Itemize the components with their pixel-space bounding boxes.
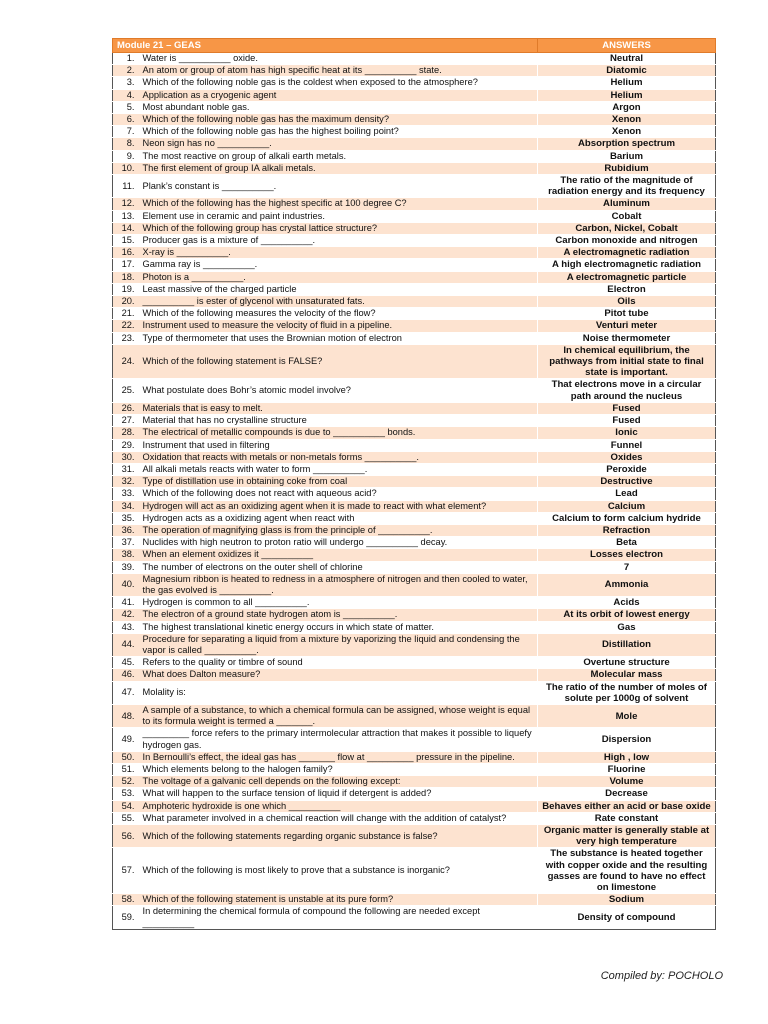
question-number: 36. <box>113 524 140 536</box>
question-text: In Bernoulli’s effect, the ideal gas has _______ flow at _________ pressure in the pipeline. <box>140 751 538 763</box>
table-row <box>113 308 716 320</box>
table-row <box>113 800 716 812</box>
answer-text: Rubidium <box>538 162 716 174</box>
table-row <box>113 138 716 150</box>
answer-text: Peroxide <box>538 463 716 475</box>
answer-text: Density of compound <box>538 906 716 929</box>
table-row <box>113 751 716 763</box>
compiled-by-credit: Compiled by: POCHOLO <box>600 970 723 982</box>
table-row <box>113 259 716 271</box>
answer-text: Destructive <box>538 476 716 488</box>
table-row <box>113 150 716 162</box>
answer-text: Calcium <box>538 500 716 512</box>
answer-text: Mole <box>538 704 716 727</box>
question-text: The first element of group IA alkali metals. <box>140 162 538 174</box>
question-number: 52. <box>113 776 140 788</box>
table-row <box>113 669 716 681</box>
table-row <box>113 597 716 609</box>
answer-text: In chemical equilibrium, the pathways from initial state to final state is important. <box>538 344 716 379</box>
answer-text: Overtune structure <box>538 657 716 669</box>
answer-text: Xenon <box>538 114 716 126</box>
table-row <box>113 609 716 621</box>
answer-text: Acids <box>538 597 716 609</box>
question-text: Application as a cryogenic agent <box>140 89 538 101</box>
table-row <box>113 906 716 929</box>
question-number: 31. <box>113 463 140 475</box>
question-text: The electron of a ground state hydrogen atom is __________. <box>140 609 538 621</box>
question-text: Magnesium ribbon is heated to redness in a atmosphere of nitrogen and then cooled to water, the gas evolved is __________. <box>140 573 538 596</box>
question-text: An atom or group of atom has high specific heat at its __________ state. <box>140 65 538 77</box>
table-row <box>113 561 716 573</box>
answer-text: That electrons move in a circular path around the nucleus <box>538 379 716 402</box>
table-row <box>113 657 716 669</box>
question-text: The voltage of a galvanic cell depends on the following except: <box>140 776 538 788</box>
question-number: 54. <box>113 800 140 812</box>
question-number: 20. <box>113 296 140 308</box>
question-text: Instrument used to measure the velocity of fluid in a pipeline. <box>140 320 538 332</box>
question-number: 55. <box>113 812 140 824</box>
question-text: Molality is: <box>140 681 538 704</box>
table-row <box>113 500 716 512</box>
question-text: Which of the following measures the velocity of the flow? <box>140 308 538 320</box>
table-row <box>113 825 716 848</box>
table-body <box>113 53 716 930</box>
table-row <box>113 271 716 283</box>
question-text: Which of the following has the highest specific at 100 degree C? <box>140 198 538 210</box>
question-number: 10. <box>113 162 140 174</box>
question-number: 47. <box>113 681 140 704</box>
table-row <box>113 812 716 824</box>
question-text: The most reactive on group of alkali earth metals. <box>140 150 538 162</box>
table-row <box>113 175 716 198</box>
question-number: 32. <box>113 476 140 488</box>
question-text: Which of the following noble gas has the highest boiling point? <box>140 126 538 138</box>
table-row <box>113 512 716 524</box>
table-row <box>113 126 716 138</box>
table-row <box>113 573 716 596</box>
question-text: Refers to the quality or timbre of sound <box>140 657 538 669</box>
answer-text: Decrease <box>538 788 716 800</box>
question-number: 9. <box>113 150 140 162</box>
question-text: Which of the following does not react with aqueous acid? <box>140 488 538 500</box>
answer-text: Absorption spectrum <box>538 138 716 150</box>
question-text: Which of the following statement is unstable at its pure form? <box>140 894 538 906</box>
question-number: 23. <box>113 332 140 344</box>
question-text: Material that has no crystalline structure <box>140 415 538 427</box>
table-row <box>113 633 716 656</box>
table-row <box>113 894 716 906</box>
question-text: Element use in ceramic and paint industries. <box>140 210 538 222</box>
question-text: Which of the following statement is FALSE? <box>140 344 538 379</box>
table-row <box>113 283 716 295</box>
question-text: Which of the following group has crystal lattice structure? <box>140 222 538 234</box>
table-row <box>113 427 716 439</box>
question-text: Neon sign has no __________. <box>140 138 538 150</box>
answer-text: Behaves either an acid or base oxide <box>538 800 716 812</box>
question-number: 29. <box>113 439 140 451</box>
question-text: Hydrogen will act as an oxidizing agent when it is made to react with what element? <box>140 500 538 512</box>
question-text: What will happen to the surface tension of liquid if detergent is added? <box>140 788 538 800</box>
answer-text: Dispersion <box>538 728 716 751</box>
answer-text: Ammonia <box>538 573 716 596</box>
question-text: A sample of a substance, to which a chemical formula can be assigned, whose weight is equal to its formula weight is termed a _______. <box>140 704 538 727</box>
answer-text: Molecular mass <box>538 669 716 681</box>
question-number: 33. <box>113 488 140 500</box>
question-number: 48. <box>113 704 140 727</box>
question-text: Which of the following is most likely to prove that a substance is inorganic? <box>140 848 538 894</box>
question-text: Producer gas is a mixture of __________. <box>140 235 538 247</box>
answer-text: Losses electron <box>538 549 716 561</box>
table-row <box>113 114 716 126</box>
question-text: Which elements belong to the halogen family? <box>140 763 538 775</box>
question-text: Which of the following statements regarding organic substance is false? <box>140 825 538 848</box>
question-number: 13. <box>113 210 140 222</box>
answer-text: Fused <box>538 402 716 414</box>
question-number: 42. <box>113 609 140 621</box>
question-text: Type of distillation use in obtaining coke from coal <box>140 476 538 488</box>
answer-text: Beta <box>538 537 716 549</box>
questions-table <box>112 38 716 930</box>
answer-text: Pitot tube <box>538 308 716 320</box>
table-row <box>113 162 716 174</box>
question-text: Type of thermometer that uses the Brownian motion of electron <box>140 332 538 344</box>
question-number: 34. <box>113 500 140 512</box>
question-number: 39. <box>113 561 140 573</box>
question-number: 27. <box>113 415 140 427</box>
question-number: 26. <box>113 402 140 414</box>
question-text: Hydrogen acts as a oxidizing agent when react with <box>140 512 538 524</box>
question-number: 12. <box>113 198 140 210</box>
answer-text: Fluorine <box>538 763 716 775</box>
table-row <box>113 198 716 210</box>
question-text: Photon is a __________. <box>140 271 538 283</box>
question-number: 45. <box>113 657 140 669</box>
table-row <box>113 728 716 751</box>
table-row <box>113 247 716 259</box>
table-row <box>113 101 716 113</box>
answer-text: Calcium to form calcium hydride <box>538 512 716 524</box>
question-number: 1. <box>113 53 140 65</box>
question-number: 15. <box>113 235 140 247</box>
question-number: 6. <box>113 114 140 126</box>
answer-text: Cobalt <box>538 210 716 222</box>
table-row <box>113 53 716 65</box>
answer-text: Diatomic <box>538 65 716 77</box>
answer-text: Gas <box>538 621 716 633</box>
table-row <box>113 776 716 788</box>
question-text: Most abundant noble gas. <box>140 101 538 113</box>
answer-text: Oils <box>538 296 716 308</box>
question-number: 2. <box>113 65 140 77</box>
answer-text: Carbon monoxide and nitrogen <box>538 235 716 247</box>
question-text: The operation of magnifying glass is from the principle of __________. <box>140 524 538 536</box>
question-number: 37. <box>113 537 140 549</box>
question-number: 4. <box>113 89 140 101</box>
question-text: X-ray is __________. <box>140 247 538 259</box>
question-number: 41. <box>113 597 140 609</box>
table-row <box>113 549 716 561</box>
question-number: 30. <box>113 451 140 463</box>
answer-text: 7 <box>538 561 716 573</box>
answer-text: Organic matter is generally stable at very high temperature <box>538 825 716 848</box>
question-text: What postulate does Bohr’s atomic model involve? <box>140 379 538 402</box>
question-text: Which of the following noble gas is the coldest when exposed to the atmosphere? <box>140 77 538 89</box>
answers-header: ANSWERS <box>538 39 716 53</box>
question-text: __________ is ester of glycenol with unsaturated fats. <box>140 296 538 308</box>
table-row <box>113 344 716 379</box>
table-row <box>113 451 716 463</box>
question-text: Which of the following noble gas has the maximum density? <box>140 114 538 126</box>
question-text: Oxidation that reacts with metals or non-metals forms __________. <box>140 451 538 463</box>
answer-text: Distillation <box>538 633 716 656</box>
table-row <box>113 704 716 727</box>
table-row <box>113 89 716 101</box>
answer-text: The ratio of the magnitude of radiation energy and its frequency <box>538 175 716 198</box>
question-text: The highest translational kinetic energy occurs in which state of matter. <box>140 621 538 633</box>
answer-text: Carbon, Nickel, Cobalt <box>538 222 716 234</box>
answer-text: Oxides <box>538 451 716 463</box>
question-number: 51. <box>113 763 140 775</box>
question-text: Least massive of the charged particle <box>140 283 538 295</box>
table-row <box>113 320 716 332</box>
table-row <box>113 488 716 500</box>
table-row <box>113 621 716 633</box>
question-number: 49. <box>113 728 140 751</box>
table-row <box>113 77 716 89</box>
question-number: 50. <box>113 751 140 763</box>
question-number: 38. <box>113 549 140 561</box>
module-title: Module 21 – GEAS <box>113 39 538 53</box>
question-number: 58. <box>113 894 140 906</box>
answer-text: Lead <box>538 488 716 500</box>
question-number: 11. <box>113 175 140 198</box>
question-text: Hydrogen is common to all __________. <box>140 597 538 609</box>
question-number: 19. <box>113 283 140 295</box>
question-number: 22. <box>113 320 140 332</box>
answer-sheet <box>112 38 715 930</box>
table-row <box>113 524 716 536</box>
question-text: The number of electrons on the outer shell of chlorine <box>140 561 538 573</box>
answer-text: A high electromagnetic radiation <box>538 259 716 271</box>
question-number: 28. <box>113 427 140 439</box>
question-text: Amphoteric hydroxide is one which __________ <box>140 800 538 812</box>
answer-text: Aluminum <box>538 198 716 210</box>
table-row <box>113 222 716 234</box>
question-text: Materials that is easy to melt. <box>140 402 538 414</box>
answer-text: Volume <box>538 776 716 788</box>
table-row <box>113 681 716 704</box>
table-row <box>113 476 716 488</box>
table-row <box>113 210 716 222</box>
question-text: In determining the chemical formula of compound the following are needed except __________ <box>140 906 538 929</box>
question-text: Nuclides with high neutron to proton ratio will undergo __________ decay. <box>140 537 538 549</box>
question-number: 3. <box>113 77 140 89</box>
question-number: 59. <box>113 906 140 929</box>
answer-text: Electron <box>538 283 716 295</box>
answer-text: The substance is heated together with copper oxide and the resulting gasses are found to have no effect on limestone <box>538 848 716 894</box>
answer-text: A electromagnetic particle <box>538 271 716 283</box>
table-row <box>113 537 716 549</box>
table-row <box>113 235 716 247</box>
question-text: All alkali metals reacts with water to form __________. <box>140 463 538 475</box>
question-number: 40. <box>113 573 140 596</box>
table-row <box>113 415 716 427</box>
answer-text: Venturi meter <box>538 320 716 332</box>
table-row <box>113 463 716 475</box>
answer-text: Argon <box>538 101 716 113</box>
table-row <box>113 848 716 894</box>
answer-text: Rate constant <box>538 812 716 824</box>
answer-text: Refraction <box>538 524 716 536</box>
table-row <box>113 439 716 451</box>
question-number: 8. <box>113 138 140 150</box>
question-number: 43. <box>113 621 140 633</box>
table-row <box>113 402 716 414</box>
answer-text: At its orbit of lowest energy <box>538 609 716 621</box>
question-number: 18. <box>113 271 140 283</box>
question-text: What parameter involved in a chemical reaction will change with the addition of catalyst? <box>140 812 538 824</box>
question-text: When an element oxidizes it __________ <box>140 549 538 561</box>
question-text: Instrument that used in filtering <box>140 439 538 451</box>
answer-text: The ratio of the number of moles of solute per 1000g of solvent <box>538 681 716 704</box>
table-row <box>113 65 716 77</box>
question-number: 24. <box>113 344 140 379</box>
question-number: 57. <box>113 848 140 894</box>
question-number: 53. <box>113 788 140 800</box>
question-text: _________ force refers to the primary intermolecular attraction that makes it possible to liquefy hydrogen gas. <box>140 728 538 751</box>
question-number: 14. <box>113 222 140 234</box>
answer-text: A electromagnetic radiation <box>538 247 716 259</box>
question-text: Procedure for separating a liquid from a mixture by vaporizing the liquid and condensing the vapor is called __________. <box>140 633 538 656</box>
answer-text: Sodium <box>538 894 716 906</box>
question-number: 25. <box>113 379 140 402</box>
question-text: Gamma ray is __________. <box>140 259 538 271</box>
question-number: 7. <box>113 126 140 138</box>
question-text: The electrical of metallic compounds is due to __________ bonds. <box>140 427 538 439</box>
answer-text: Noise thermometer <box>538 332 716 344</box>
question-number: 44. <box>113 633 140 656</box>
answer-text: Helium <box>538 89 716 101</box>
answer-text: Ionic <box>538 427 716 439</box>
question-text: What does Dalton measure? <box>140 669 538 681</box>
question-number: 21. <box>113 308 140 320</box>
question-number: 56. <box>113 825 140 848</box>
question-number: 5. <box>113 101 140 113</box>
table-row <box>113 379 716 402</box>
table-row <box>113 296 716 308</box>
question-number: 17. <box>113 259 140 271</box>
question-number: 46. <box>113 669 140 681</box>
question-number: 35. <box>113 512 140 524</box>
answer-text: Helium <box>538 77 716 89</box>
table-row <box>113 788 716 800</box>
table-header-row <box>113 39 716 53</box>
answer-text: Funnel <box>538 439 716 451</box>
answer-text: Fused <box>538 415 716 427</box>
table-row <box>113 763 716 775</box>
table-row <box>113 332 716 344</box>
question-number: 16. <box>113 247 140 259</box>
answer-text: Barium <box>538 150 716 162</box>
question-text: Plank’s constant is __________. <box>140 175 538 198</box>
question-text: Water is __________ oxide. <box>140 53 538 65</box>
answer-text: Xenon <box>538 126 716 138</box>
answer-text: High , low <box>538 751 716 763</box>
answer-text: Neutral <box>538 53 716 65</box>
